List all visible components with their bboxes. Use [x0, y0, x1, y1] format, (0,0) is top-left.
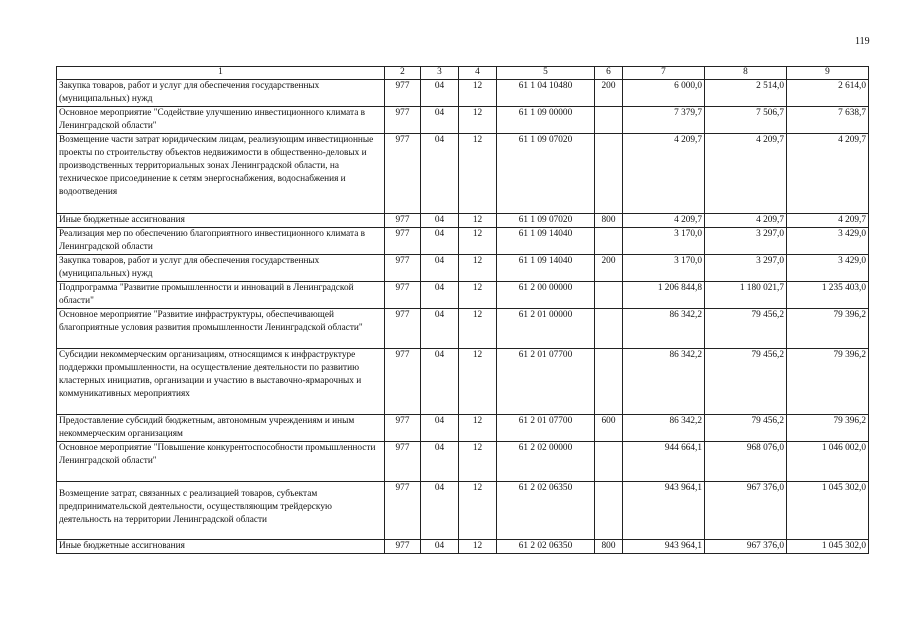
cell-grbs: 977: [385, 282, 421, 309]
header-row: [57, 67, 869, 80]
page-number: 119: [855, 36, 870, 47]
cell-target-article: 61 2 01 00000: [497, 309, 595, 349]
cell-grbs: 977: [385, 442, 421, 482]
cell-grbs: 977: [385, 415, 421, 442]
cell-expense-type: [595, 107, 623, 134]
table-row: [57, 482, 869, 540]
cell-target-article: 61 2 02 06350: [497, 540, 595, 554]
table-row: [57, 282, 869, 309]
cell-section: 04: [421, 134, 459, 214]
table-row: [57, 309, 869, 349]
cell-expense-type: 800: [595, 214, 623, 228]
cell-subsection: 12: [459, 134, 497, 214]
cell-value-9: 79 396,2: [787, 309, 869, 349]
header-cell: 6: [595, 67, 623, 80]
cell-value-7: 3 170,0: [623, 228, 705, 255]
cell-target-article: 61 1 09 14040: [497, 255, 595, 282]
cell-value-7: 943 964,1: [623, 540, 705, 554]
table-row: [57, 349, 869, 415]
table-row: [57, 228, 869, 255]
table-row: [57, 442, 869, 482]
cell-expense-type: 800: [595, 540, 623, 554]
cell-section: 04: [421, 255, 459, 282]
row-name: Закупка товаров, работ и услуг для обеспечения государственных (муниципальных) нужд: [57, 255, 385, 282]
cell-value-9: 1 045 302,0: [787, 540, 869, 554]
table-row: [57, 214, 869, 228]
cell-value-7: 3 170,0: [623, 255, 705, 282]
cell-value-8: 79 456,2: [705, 309, 787, 349]
cell-value-9: 2 614,0: [787, 80, 869, 107]
cell-value-9: 3 429,0: [787, 255, 869, 282]
cell-expense-type: 200: [595, 80, 623, 107]
cell-value-9: 1 046 002,0: [787, 442, 869, 482]
cell-subsection: 12: [459, 482, 497, 540]
header-cell: 2: [385, 67, 421, 80]
row-name: Основное мероприятие "Содействие улучшению инвестиционного климата в Ленинградской области": [57, 107, 385, 134]
cell-value-8: 3 297,0: [705, 228, 787, 255]
cell-value-9: 1 235 403,0: [787, 282, 869, 309]
cell-target-article: 61 1 09 00000: [497, 107, 595, 134]
cell-grbs: 977: [385, 255, 421, 282]
cell-value-8: 968 076,0: [705, 442, 787, 482]
header-cell: 3: [421, 67, 459, 80]
cell-target-article: 61 1 09 07020: [497, 214, 595, 228]
cell-target-article: 61 1 04 10480: [497, 80, 595, 107]
cell-section: 04: [421, 349, 459, 415]
cell-value-7: 86 342,2: [623, 309, 705, 349]
cell-value-9: 79 396,2: [787, 349, 869, 415]
cell-expense-type: [595, 282, 623, 309]
cell-value-7: 1 206 844,8: [623, 282, 705, 309]
cell-expense-type: [595, 309, 623, 349]
cell-section: 04: [421, 282, 459, 309]
header-cell: 8: [705, 67, 787, 80]
cell-value-9: 7 638,7: [787, 107, 869, 134]
cell-value-9: 1 045 302,0: [787, 482, 869, 540]
row-name: Подпрограмма "Развитие промышленности и инноваций в Ленинградской области": [57, 282, 385, 309]
cell-grbs: 977: [385, 134, 421, 214]
header-cell: 9: [787, 67, 869, 80]
cell-value-8: 4 209,7: [705, 214, 787, 228]
budget-table: [56, 66, 869, 554]
cell-subsection: 12: [459, 282, 497, 309]
cell-value-8: 79 456,2: [705, 349, 787, 415]
cell-value-7: 86 342,2: [623, 349, 705, 415]
row-name: Закупка товаров, работ и услуг для обеспечения государственных (муниципальных) нужд: [57, 80, 385, 107]
row-name: Возмещение части затрат юридическим лицам, реализующим инвестиционные проекты по строительству объектов недвижимости в общественно-деловых и производственных территориальных зонах Ленинградской области, на техническое присоединение к сетям энергоснабжения, водоснабжения и водоотведения: [57, 134, 385, 214]
row-name: Субсидии некоммерческим организациям, относящимся к инфраструктуре поддержки промышленности, на осуществление деятельности по развитию кластерных инициатив, организации и участию в выставочно-ярмарочных и коммуникативных мероприятиях: [57, 349, 385, 415]
row-name: Основное мероприятие "Повышение конкурентоспособности промышленности Ленинградской области": [57, 442, 385, 482]
cell-subsection: 12: [459, 255, 497, 282]
cell-value-8: 967 376,0: [705, 540, 787, 554]
cell-expense-type: 200: [595, 255, 623, 282]
row-name: Основное мероприятие "Развитие инфраструктуры, обеспечивающей благоприятные условия развития промышленности Ленинградской области": [57, 309, 385, 349]
header-cell: 1: [57, 67, 385, 80]
cell-value-9: 3 429,0: [787, 228, 869, 255]
cell-section: 04: [421, 107, 459, 134]
cell-target-article: 61 2 01 07700: [497, 349, 595, 415]
cell-target-article: 61 2 02 00000: [497, 442, 595, 482]
cell-section: 04: [421, 540, 459, 554]
cell-section: 04: [421, 482, 459, 540]
cell-grbs: 977: [385, 309, 421, 349]
table-row: [57, 415, 869, 442]
cell-value-8: 2 514,0: [705, 80, 787, 107]
cell-target-article: 61 2 02 06350: [497, 482, 595, 540]
cell-value-8: 4 209,7: [705, 134, 787, 214]
cell-section: 04: [421, 228, 459, 255]
cell-expense-type: [595, 228, 623, 255]
header-cell: 5: [497, 67, 595, 80]
cell-subsection: 12: [459, 349, 497, 415]
cell-value-7: 86 342,2: [623, 415, 705, 442]
cell-expense-type: [595, 134, 623, 214]
cell-subsection: 12: [459, 228, 497, 255]
cell-grbs: 977: [385, 349, 421, 415]
cell-subsection: 12: [459, 309, 497, 349]
cell-subsection: 12: [459, 540, 497, 554]
cell-grbs: 977: [385, 107, 421, 134]
cell-value-7: 4 209,7: [623, 214, 705, 228]
cell-value-7: 944 664,1: [623, 442, 705, 482]
cell-section: 04: [421, 214, 459, 228]
cell-grbs: 977: [385, 228, 421, 255]
table-row: [57, 134, 869, 214]
cell-grbs: 977: [385, 80, 421, 107]
cell-value-7: 7 379,7: [623, 107, 705, 134]
row-name: Иные бюджетные ассигнования: [57, 214, 385, 228]
row-name: Реализация мер по обеспечению благоприятного инвестиционного климата в Ленинградской области: [57, 228, 385, 255]
table-row: [57, 80, 869, 107]
table-row: [57, 255, 869, 282]
cell-expense-type: [595, 442, 623, 482]
cell-value-8: 967 376,0: [705, 482, 787, 540]
cell-value-7: 4 209,7: [623, 134, 705, 214]
cell-value-9: 79 396,2: [787, 415, 869, 442]
row-name: Предоставление субсидий бюджетным, автономным учреждениям и иным некоммерческим организациям: [57, 415, 385, 442]
cell-value-9: 4 209,7: [787, 134, 869, 214]
cell-value-8: 3 297,0: [705, 255, 787, 282]
cell-subsection: 12: [459, 214, 497, 228]
cell-value-7: 943 964,1: [623, 482, 705, 540]
cell-subsection: 12: [459, 415, 497, 442]
cell-section: 04: [421, 80, 459, 107]
cell-value-8: 1 180 021,7: [705, 282, 787, 309]
cell-section: 04: [421, 442, 459, 482]
cell-target-article: 61 2 01 07700: [497, 415, 595, 442]
cell-target-article: 61 2 00 00000: [497, 282, 595, 309]
cell-section: 04: [421, 309, 459, 349]
cell-value-8: 79 456,2: [705, 415, 787, 442]
cell-grbs: 977: [385, 482, 421, 540]
table-row: [57, 107, 869, 134]
cell-value-9: 4 209,7: [787, 214, 869, 228]
cell-subsection: 12: [459, 80, 497, 107]
row-name: Возмещение затрат, связанных с реализацией товаров, субъектам предпринимательской деятельности, осуществляющим трейдерскую деятельность на территории Ленинградской области: [57, 482, 385, 540]
table-row: [57, 540, 869, 554]
cell-value-7: 6 000,0: [623, 80, 705, 107]
cell-grbs: 977: [385, 214, 421, 228]
cell-section: 04: [421, 415, 459, 442]
cell-expense-type: [595, 482, 623, 540]
cell-expense-type: 600: [595, 415, 623, 442]
cell-subsection: 12: [459, 107, 497, 134]
cell-expense-type: [595, 349, 623, 415]
header-cell: 4: [459, 67, 497, 80]
cell-target-article: 61 1 09 07020: [497, 134, 595, 214]
cell-grbs: 977: [385, 540, 421, 554]
cell-target-article: 61 1 09 14040: [497, 228, 595, 255]
cell-value-8: 7 506,7: [705, 107, 787, 134]
row-name: Иные бюджетные ассигнования: [57, 540, 385, 554]
cell-subsection: 12: [459, 442, 497, 482]
header-cell: 7: [623, 67, 705, 80]
